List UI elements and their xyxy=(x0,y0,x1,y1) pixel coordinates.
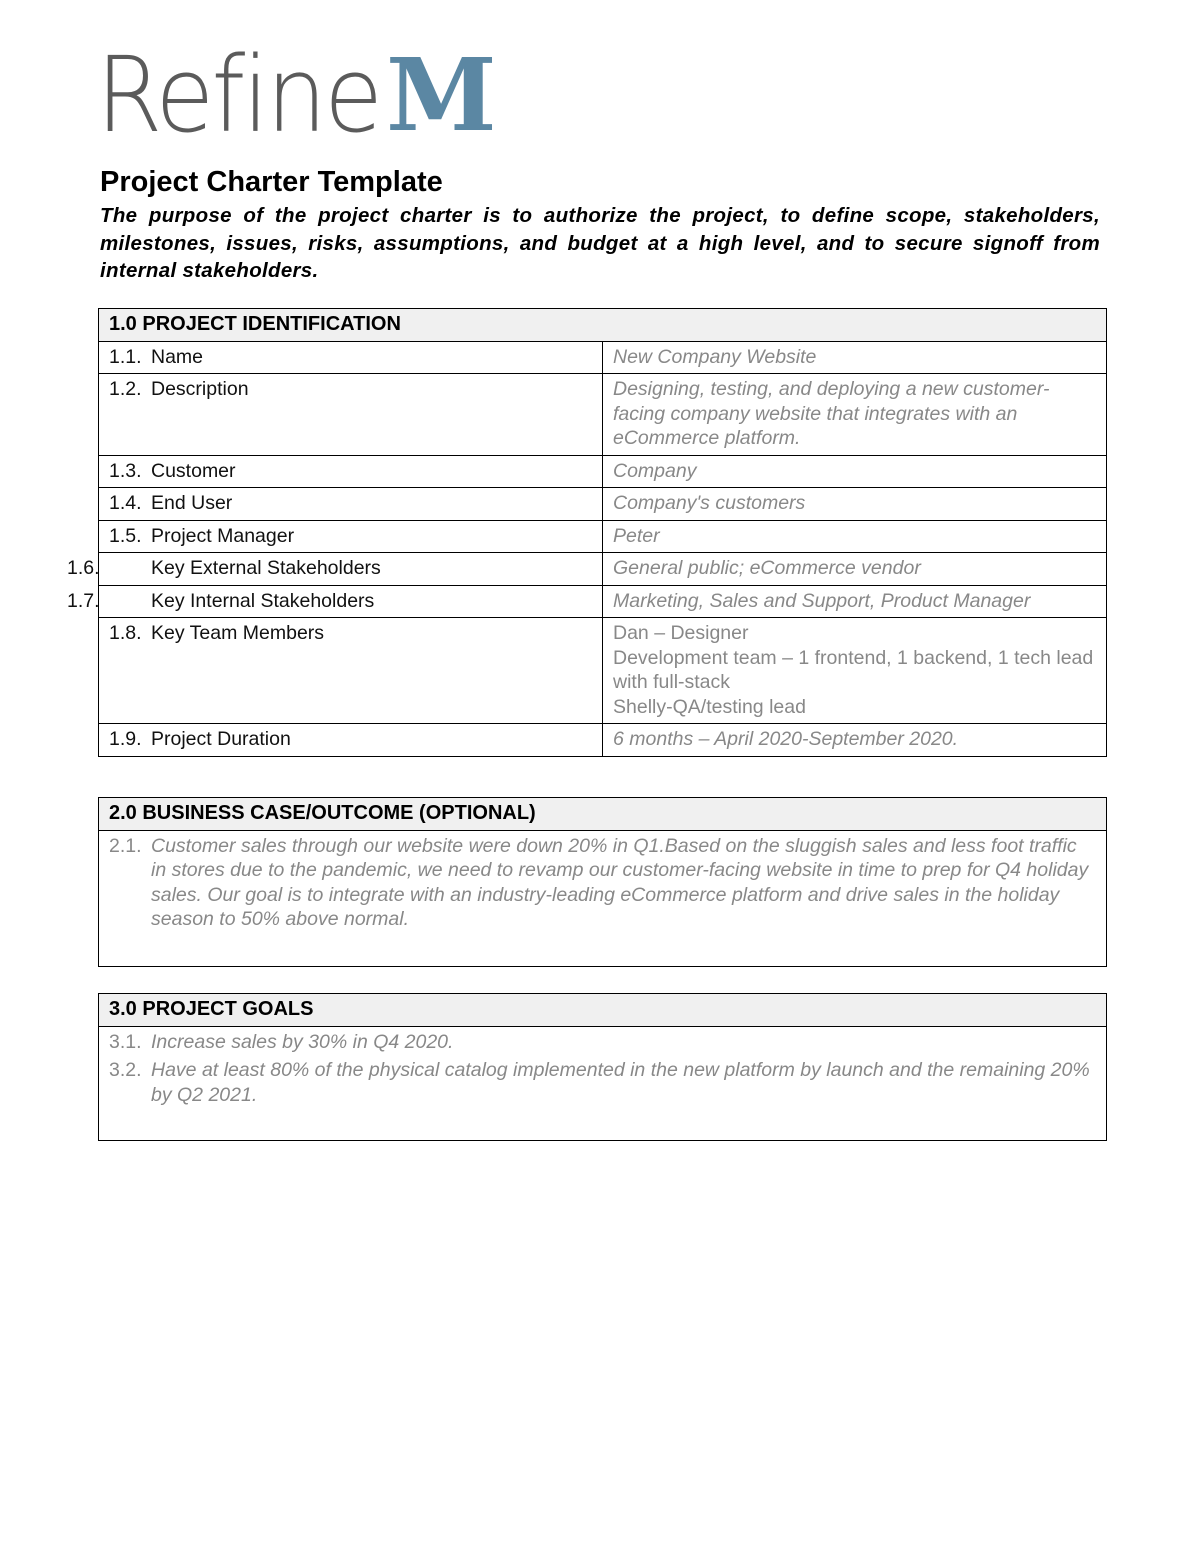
row-value: New Company Website xyxy=(603,341,1107,374)
table-row xyxy=(99,1026,1107,1140)
team-member-line: Dan – Designer xyxy=(613,622,749,644)
table-row xyxy=(99,488,1107,521)
section-heading: 2.0 BUSINESS CASE/OUTCOME (OPTIONAL) xyxy=(99,798,1107,831)
row-label: 1.8. Key Team Members xyxy=(99,618,603,724)
row-label: 1.7. Key Internal Stakeholders xyxy=(99,585,603,618)
table-row xyxy=(99,374,1107,456)
row-value: Peter xyxy=(603,520,1107,553)
team-member-line: Development team – 1 frontend, 1 backend, 1 tech lead with full-stack xyxy=(613,646,1094,693)
row-value: Designing, testing, and deploying a new customer-facing company website that integrates with an eCommerce platform. xyxy=(603,374,1107,456)
row-value: Company's customers xyxy=(603,488,1107,521)
table-row xyxy=(99,585,1107,618)
row-label: 1.4. End User xyxy=(99,488,603,521)
row-value: Company xyxy=(603,455,1107,488)
logo-refine-text: Refine xyxy=(96,34,381,156)
list-item: 2.1. Customer sales through our website were down 20% in Q1.Based on the sluggish sales and less foot traffic in stores due to the pandemic, we need to revamp our customer-facing website in time to prep for Q4 holiday sales. Our goal is to integrate with an industry-leading eCommerce platform and drive sales in the holiday season to 50% above normal. xyxy=(109,834,1089,930)
table-row xyxy=(99,830,1107,966)
logo-m-mark: M xyxy=(386,36,497,154)
table-row xyxy=(99,724,1107,757)
row-label: 1.5. Project Manager xyxy=(99,520,603,553)
table-row xyxy=(99,341,1107,374)
row-value xyxy=(603,618,1107,724)
list-item: 3.2. Have at least 80% of the physical catalog implemented in the new platform by launch and the remaining 20% by Q2 2021. xyxy=(109,1059,1090,1106)
project-goals-table xyxy=(98,993,1107,1141)
table-row xyxy=(99,455,1107,488)
row-value: 6 months – April 2020-September 2020. xyxy=(603,724,1107,757)
table-row xyxy=(99,618,1107,724)
row-value: General public; eCommerce vendor xyxy=(603,553,1107,586)
list-item: 3.1. Increase sales by 30% in Q4 2020. xyxy=(109,1030,454,1053)
refinem-logo xyxy=(96,34,497,156)
business-case-table xyxy=(98,797,1107,967)
purpose-statement: The purpose of the project charter is to authorize the project, to define scope, stakeholders, milestones, issues, risks, assumptions, and budget at a high level, and to secure signoff from internal stakeholders. xyxy=(100,204,1100,282)
table-row xyxy=(99,520,1107,553)
team-member-line: Shelly-QA/testing lead xyxy=(613,695,806,718)
section-heading: 3.0 PROJECT GOALS xyxy=(99,994,1107,1027)
row-value: Marketing, Sales and Support, Product Manager xyxy=(603,585,1107,618)
table-row xyxy=(99,553,1107,586)
row-label: 1.2. Description xyxy=(99,374,603,456)
row-label: 1.1. Name xyxy=(99,341,603,374)
page-title: Project Charter Template xyxy=(100,166,443,198)
row-label: 1.9. Project Duration xyxy=(99,724,603,757)
section-heading: 1.0 PROJECT IDENTIFICATION xyxy=(99,309,1107,342)
row-label: 1.6. Key External Stakeholders xyxy=(99,553,603,586)
project-identification-table xyxy=(67,308,1107,757)
row-label: 1.3. Customer xyxy=(99,455,603,488)
